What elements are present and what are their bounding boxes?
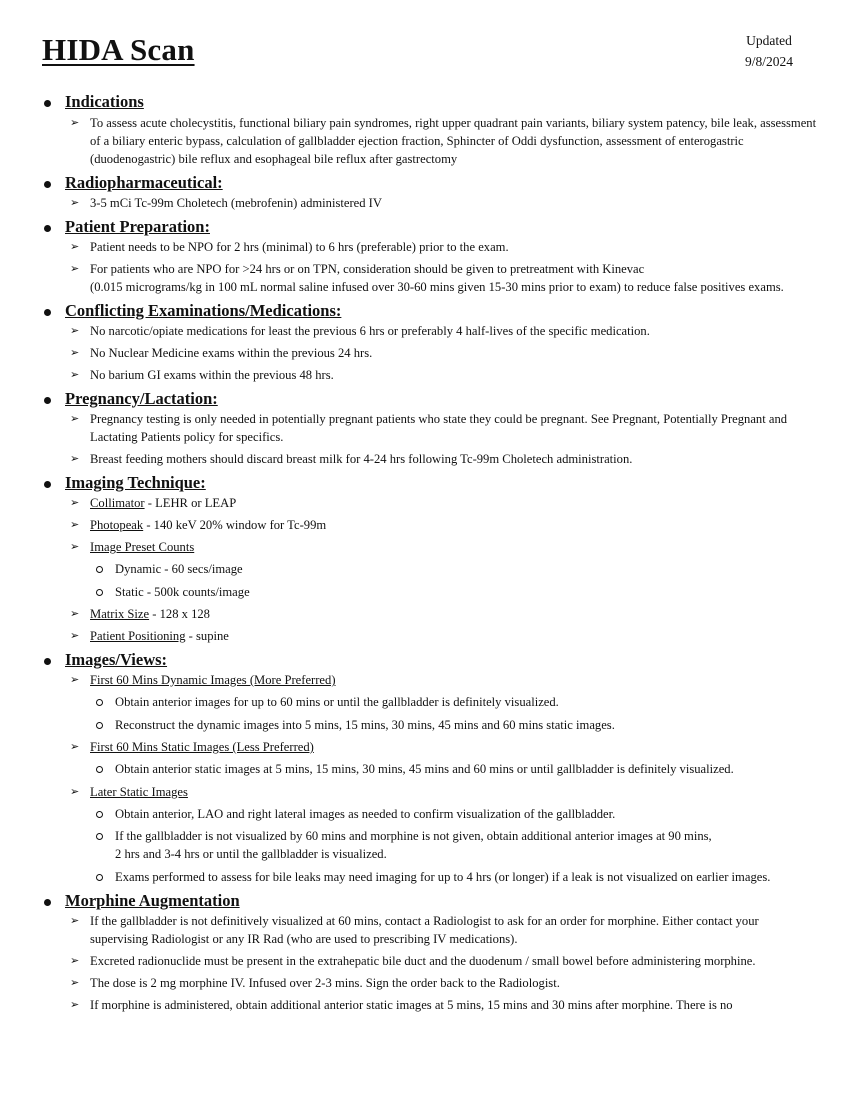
list-item: ➢ The dose is 2 mg morphine IV. Infused over 2-3 mins. Sign the order back to the Radiologist. [70,976,560,990]
list-item: ➢ First 60 Mins Static Images (Less Preferred) [70,740,314,754]
arrow-bullet-icon: ➢ [70,413,80,425]
bullet-icon [44,397,51,404]
list-item: ➢ Later Static Images [70,784,188,799]
circle-bullet-icon [96,566,103,573]
list-item: ➢ If the gallbladder is not definitively visualized at 60 mins, contact a Radiologist to ask for an order for morphine. Either contact your supervising Radiologist or any IR Rad (who are used to prescribing IV medications). [70,914,759,946]
section-heading: Pregnancy/Lactation: [0,388,857,410]
sub-list-item: Static - 500k counts/image [0,583,857,601]
section-heading: Radiopharmaceutical: [0,172,857,194]
section-heading: Morphine Augmentation [0,890,857,912]
section-conflicting [0,300,857,384]
circle-bullet-icon [96,589,103,596]
arrow-bullet-icon: ➢ [70,608,80,620]
arrow-bullet-icon: ➢ [70,674,80,686]
updated-label: Updated [746,33,792,48]
section-pregnancy [0,388,857,468]
arrow-bullet-icon: ➢ [70,197,80,209]
list-item: ➢ Excreted radionuclide must be present in the extrahepatic bile duct and the duodenum / small bowel before administering morphine. [70,954,756,968]
arrow-bullet-icon: ➢ [70,741,80,753]
sub-list-item: Exams performed to assess for bile leaks may need imaging for up to 4 hrs (or longer) if a leak is not visualized on earlier images. [0,868,857,886]
list-item: ➢ To assess acute cholecystitis, functional biliary pain syndromes, right upper quadrant pain variants, biliary system patency, bile leak, assessment of a biliary enteric bypass, calculation of gallbladder ejection fraction, Sphincter of Oddi dysfunction, assessment of enterogastric (duodenogastric) bile reflux and esophageal bile reflux after gastrectomy [70,116,817,166]
document-body [0,91,857,1018]
bullet-icon [44,181,51,188]
list-item: ➢ For patients who are NPO for >24 hrs or on TPN, consideration should be given to pretreatment with Kinevac (0.015 micrograms/kg in 100 mL normal saline infused over 30-60 mins given 15-30 mins prior to exam) to reduce false positives exams. [70,262,784,294]
section-heading: Images/Views: [0,649,857,671]
arrow-bullet-icon: ➢ [70,325,80,337]
sub-list-item: Obtain anterior static images at 5 mins, 15 mins, 30 mins, 45 mins and 60 mins or until gallbladder is definitely visualized. [0,760,857,778]
arrow-bullet-icon: ➢ [70,453,80,465]
list-item: ➢ If morphine is administered, obtain additional anterior static images at 5 mins, 15 mins and 30 mins after morphine. There is no [70,998,733,1012]
list-item: ➢ Matrix Size - 128 x 128 [70,607,210,621]
section-radiopharmaceutical [0,172,857,212]
arrow-bullet-icon: ➢ [70,241,80,253]
sub-list-item: Dynamic - 60 secs/image [0,560,857,578]
section-images-views [0,649,857,886]
list-item: ➢ Pregnancy testing is only needed in potentially pregnant patients who state they could be pregnant. See Pregnant, Potentially Pregnant and Lactating Patients policy for specifics. [70,412,788,444]
arrow-bullet-icon: ➢ [70,541,80,553]
bullet-icon [44,225,51,232]
list-item: ➢ No Nuclear Medicine exams within the previous 24 hrs. [70,346,373,360]
circle-bullet-icon [96,811,103,818]
circle-bullet-icon [96,722,103,729]
updated-date: 9/8/2024 [744,54,793,69]
list-item: ➢ No barium GI exams within the previous 48 hrs. [70,368,334,382]
arrow-bullet-icon: ➢ [70,999,80,1011]
arrow-bullet-icon: ➢ [70,263,80,275]
section-heading: Conflicting Examinations/Medications: [0,300,857,322]
arrow-bullet-icon: ➢ [70,785,80,798]
section-imaging-technique [0,472,857,645]
sub-list-item: Obtain anterior images for up to 60 mins or until the gallbladder is definitely visualized. [0,693,857,711]
arrow-bullet-icon: ➢ [70,497,80,509]
list-item: ➢ Photopeak - 140 keV 20% window for Tc-99m [70,518,327,532]
bullet-icon [44,309,51,316]
circle-bullet-icon [96,766,103,773]
section-patient-preparation [0,216,857,296]
arrow-bullet-icon: ➢ [70,630,80,642]
circle-bullet-icon [96,833,103,840]
section-morphine [0,890,857,1014]
section-heading: Imaging Technique: [0,472,857,494]
list-item: ➢ Patient needs to be NPO for 2 hrs (minimal) to 6 hrs (preferable) prior to the exam. [70,240,509,254]
arrow-bullet-icon: ➢ [70,369,80,381]
bullet-icon [44,658,51,665]
updated-stamp [735,30,803,72]
list-item: ➢ Collimator - LEHR or LEAP [70,496,237,510]
list-item: ➢ 3-5 mCi Tc-99m Choletech (mebrofenin) administered IV [70,196,382,210]
circle-bullet-icon [96,699,103,706]
arrow-bullet-icon: ➢ [70,915,80,927]
page-title: HIDA Scan [42,32,195,67]
section-heading: Indications [0,91,857,113]
list-item: ➢ Patient Positioning - supine [70,629,229,643]
sub-list-item: If the gallbladder is not visualized by 60 mins and morphine is not given, obtain additional anterior images at 90 mins, 2 hrs and 3-4 hrs or until the gallbladder is visualized. [0,827,857,863]
section-indications [0,91,857,168]
arrow-bullet-icon: ➢ [70,519,80,531]
bullet-icon [44,481,51,488]
sub-list-item: Obtain anterior, LAO and right lateral images as needed to confirm visualization of the gallbladder. [0,805,857,823]
list-item: ➢ Image Preset Counts [70,540,195,554]
arrow-bullet-icon: ➢ [70,977,80,989]
arrow-bullet-icon: ➢ [70,117,80,129]
list-item: ➢ First 60 Mins Dynamic Images (More Preferred) [70,673,336,687]
list-item: ➢ No narcotic/opiate medications for least the previous 6 hrs or preferably 4 half-lives of the specific medication. [70,324,650,338]
arrow-bullet-icon: ➢ [70,955,80,967]
sub-list-item: Reconstruct the dynamic images into 5 mins, 15 mins, 30 mins, 45 mins and 60 mins static images. [0,716,857,734]
circle-bullet-icon [96,874,103,881]
bullet-icon [44,899,51,906]
section-heading: Patient Preparation: [0,216,857,238]
list-item: ➢ Breast feeding mothers should discard breast milk for 4-24 hrs following Tc-99m Choletech administration. [70,452,633,466]
arrow-bullet-icon: ➢ [70,347,80,359]
bullet-icon [44,100,51,107]
